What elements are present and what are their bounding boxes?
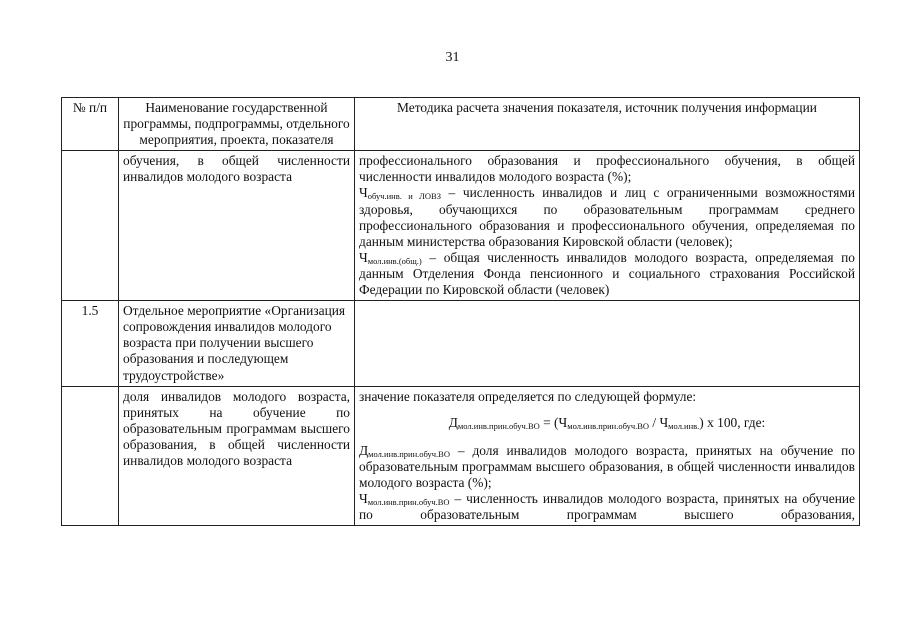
table-header-row [62,98,860,151]
row3-name-cell: доля инвалидов молодого возраста, принятых на обучение по образовательным программам высшего образования, в общей численности инвалидов молодого возраста [119,386,355,526]
formula-subscript: мол.инв. [668,420,700,431]
row2-number-cell: 1.5 [62,301,119,386]
formula-operator: ) х 100, где: [699,414,766,430]
variable-symbol: Д [359,442,369,458]
formula-symbol: Ч [659,414,669,430]
row1-number-cell [62,151,119,301]
variable-subscript: мол.инв.прин.обуч.ВО [368,448,450,459]
page-number: 31 [445,50,460,65]
table-row [62,301,860,386]
formula-subscript: мол.инв.прин.обуч.ВО [457,420,540,431]
header-method-cell: Методика расчета значения показателя, источник получения информации [355,98,860,151]
table-row [62,386,860,526]
variable-symbol: Ч [359,491,368,507]
row3-method-cell [355,386,860,526]
row1-method-cell [355,151,860,301]
header-name-cell: Наименование государственной программы, подпрограммы, отдельного мероприятия, проекта, показателя [119,98,355,151]
variable-subscript: мол.инв.(общ.) [367,255,422,266]
variable-symbol: Ч [359,185,368,201]
formula-operator: / [649,414,660,430]
table-row [62,151,860,301]
header-number-cell: № п/п [62,98,119,151]
method-text-line: численности инвалидов молодого возраста (%); [359,169,632,185]
variable-definition [359,185,855,249]
row2-name-cell: Отдельное мероприятие «Организация сопровождения инвалидов молодого возраста при получении высшего образования и последующем трудоустройстве» [119,301,355,386]
variable-definition [359,250,855,298]
indicator-table [61,97,860,526]
method-text-line: профессионального образования и профессионального обучения, в общей [359,153,855,169]
row2-method-cell [355,301,860,386]
variable-subscript: обуч.инв. и ЛОВЗ [367,191,441,202]
row3-number-cell [62,386,119,526]
variable-text: – численность инвалидов молодого возраста, принятых на обучение по образовательным программам высшего образования, [359,491,855,523]
variable-symbol: Ч [359,249,368,265]
variable-text: – численность инвалидов и лиц с ограниченными возможностями здоровья, обучающихся по образовательным программам среднего профессионального образования и профессионального обучения, определяемая по данным министерства образования Кировской области (человек); [359,185,855,249]
formula-operator: = ( [539,414,559,430]
formula-symbol: Ч [558,414,568,430]
variable-definition [359,491,855,523]
formula-intro: значение показателя определяется по следующей формуле: [359,388,697,404]
formula-symbol: Д [448,414,458,430]
variable-text: – общая численность инвалидов молодого возраста, определяемая по данным Отделения Фонда пенсионного и социального страхования Российской Федерации по Кировской области (человек) [359,249,855,298]
variable-subscript: мол.инв.прин.обуч.ВО [367,497,450,508]
variable-text: – доля инвалидов молодого возраста, принятых на обучение по образовательным программам высшего образования, в общей численности инвалидов молодого возраста (%); [359,442,855,490]
formula-subscript: мол.инв.прин.обуч.ВО [567,420,650,431]
variable-definition [359,443,855,491]
formula [359,415,855,431]
row1-name-cell: обучения, в общей численности инвалидов молодого возраста [119,151,355,301]
